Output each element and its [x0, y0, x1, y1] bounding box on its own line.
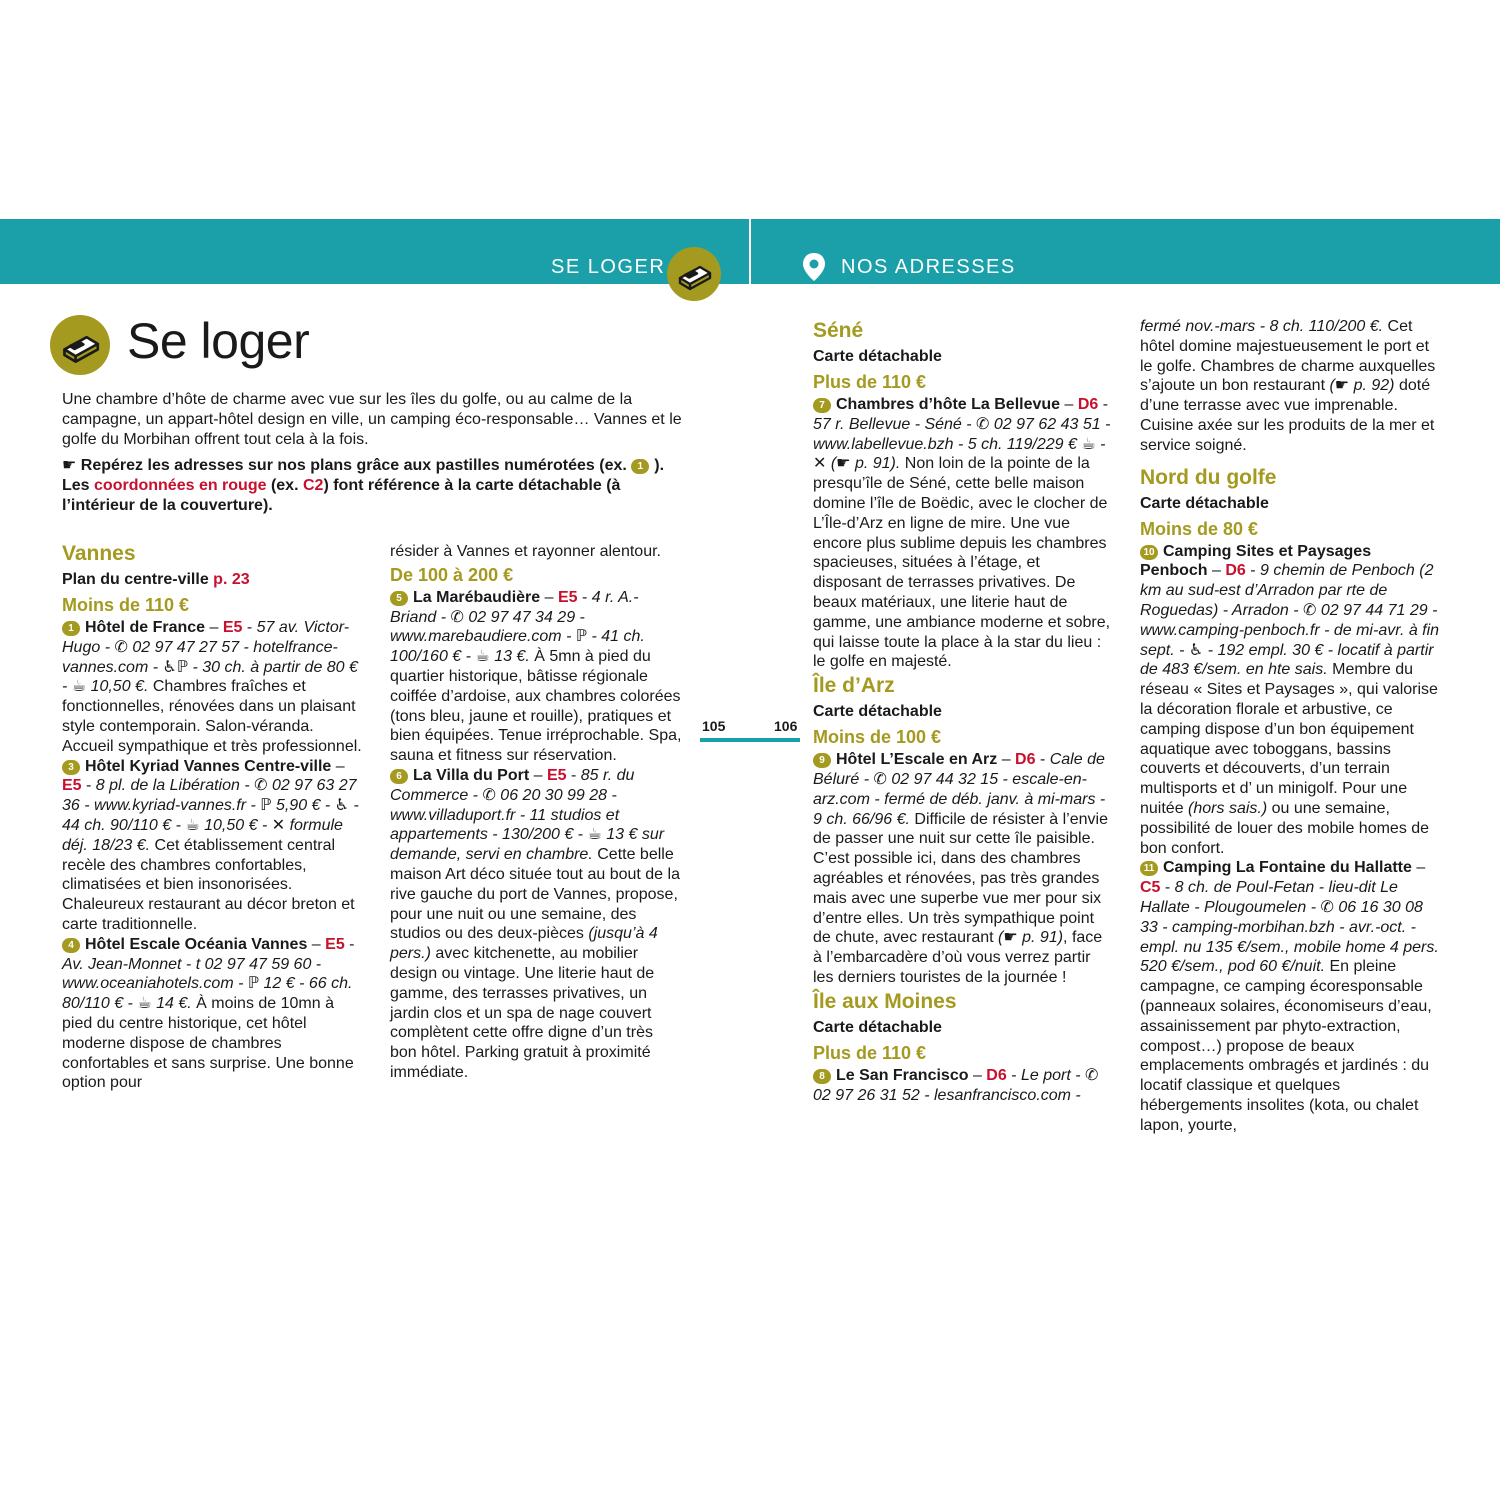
subheading-plan-text: Plan du centre-ville	[62, 571, 209, 588]
number-badge: 5	[390, 591, 408, 606]
price-band: Moins de 110 €	[62, 595, 190, 615]
tip-part-4: (ex.	[270, 477, 299, 494]
continued-text: Cet hôtel domine majestueusement le port et le golfe. Chambres de charme auxquelles s’ajoute un bon restaurant	[1140, 318, 1436, 395]
column-3	[813, 317, 1111, 1105]
subheading-map: Carte détachable	[813, 1018, 942, 1036]
list-item: 8 Le San Francisco – D6 - Le port - ✆ 02 97 26 31 52 - lesanfrancisco.com -	[813, 1066, 1099, 1104]
section-nord-du-golfe: Nord du golfe	[1140, 465, 1277, 489]
title-bed-icon	[50, 315, 110, 375]
hotel-description-italic: (☛ p. 91)	[998, 929, 1064, 947]
continued-info: fermé nov.-mars - 8 ch. 110/200 €.	[1140, 318, 1384, 335]
map-code: E5	[222, 619, 243, 636]
page-number-left: 105	[702, 718, 726, 734]
hotel-description: Difficile de résister à l’envie de passer une nuit sur cette île paisible. C’est possible ici, dans des chambres agréables et rénovées, pas très grandes mais avec une superbe vue mer pour six d’entre elles. Un très sympathique point de chute, avec restaurant	[813, 810, 1108, 947]
map-code: D6	[1077, 396, 1099, 413]
section-ile-aux-moines: Île aux Moines	[813, 989, 957, 1013]
hotel-description: Non loin de la pointe de la presqu’île de Séné, cette belle maison domine l’île de Boëdic, avec le clocher de L’Île-d’Arz en ligne de mire. Une vue encore plus sublime depuis les chambres spacieuses, situées à l’étage, et disposant de terrasses privatives. De beaux matériaux, une literie haut de gamme, une ambiance moderne et sobre, qui laisse toute la place à la star du lieu : le golfe en majesté.	[813, 455, 1111, 671]
hotel-description: En pleine campagne, ce camping écoresponsable (panneaux solaires, économiseurs d’eau, assainissement par phyto-extraction, compost…) propose de beaux emplacements ombragés et jardinés : du locatif classique et quelques hébergements insolites (kota, ou chalet lapon, yourte,	[1140, 958, 1432, 1134]
section-vannes: Vannes	[62, 542, 136, 565]
number-badge: 8	[813, 1069, 831, 1084]
map-code: E5	[325, 935, 345, 953]
map-code: D6	[986, 1066, 1007, 1084]
hotel-description-end: avec kitchenette, au mobilier design ou vintage. Une literie haut de gamme, des terrasses privatives, un jardin clos et un spa de nage couvert complètent cette offre digne d’un très bon hôtel. Parking gratuit à proximité immédiate.	[390, 945, 655, 1081]
price-band: Moins de 80 €	[1140, 518, 1259, 539]
continued-entry	[1140, 317, 1440, 456]
number-badge: 4	[62, 938, 80, 953]
subheading-map: Carte détachable	[813, 348, 942, 365]
map-code: D6	[1225, 562, 1246, 580]
hotel-description-end: ou une semaine, possibilité de louer des mobile homes de bon confort.	[1140, 799, 1430, 857]
subheading-plan	[62, 568, 362, 592]
hotel-description: À 5mn à pied du quartier historique, bâtisse régionale coiffée d’ardoise, aux chambres colorées (tons bleu, jaune et rouille), pratiques et bien équipées. Tenue irréprochable. Spa, sauna et fitness sur réservation.	[390, 648, 682, 765]
map-code: C5	[1140, 879, 1161, 897]
price-band: Plus de 110 €	[813, 372, 927, 392]
list-item: 11 Camping La Fontaine du Hallatte – C5 - 8 ch. de Poul-Fetan - lieu-dit Le Hallate - Plougoumelen - ✆ 06 16 30 08 33 - camping-morbihan.bzh - avr.-oct. - empl. nu 135 €/sem., mobile home 4 pers. 520 €/sem., pod 60 €/nuit. En pleine campagne, ce camping écoresponsable (panneaux solaires, économiseurs d’eau, assainissement par phyto-extraction, compost…) propose de beaux emplacements ombragés et jardinés : du locatif classique et quelques hébergements insolites (kota, ou chalet lapon, yourte,	[1140, 859, 1439, 1134]
map-code: D6	[1015, 751, 1036, 769]
list-item: 1 Hôtel de France – E5 - 57 av. Victor-Hugo - ✆ 02 97 47 27 57 - hotelfrance-vannes.com - ♿ℙ - 30 ch. à partir de 80 € - ☕ 10,50 €. Chambres fraîches et fonctionnelles, rénovées dans un plaisant style contemporain. Salon-véranda. Accueil sympathique et très professionnel.	[62, 619, 362, 755]
hotel-info: 8 pl. de la Libération - ✆ 02 97 63 27 36 - www.kyriad-vannes.fr - ℙ 5,90 € - ♿ - 44 ch. 90/110 € - ☕ 10,50 € - ✕ formule déj. 18/23 €.	[62, 777, 359, 854]
list-item: 3 Hôtel Kyriad Vannes Centre-ville – E5 - 8 pl. de la Libération - ✆ 02 97 63 27 36 - www.kyriad-vannes.fr - ℙ 5,90 € - ♿ - 44 ch. 90/110 € - ☕ 10,50 € - ✕ formule déj. 18/23 €. Cet établissement central recèle des chambres confortables, climatisées et bien insonorisées. Chaleureux restaurant au décor breton et carte traditionnelle.	[62, 757, 359, 933]
tip-part-2: ).	[654, 457, 665, 474]
list-item: 7 Chambres d’hôte La Bellevue – D6 - 57 r. Bellevue - Séné - ✆ 02 97 62 43 51 - www.labellevue.bzh - 5 ch. 119/229 € ☕ - ✕ (☛ p. 91). Non loin de la pointe de la presqu’île de Séné, cette belle maison domine l’île de Boëdic, avec le clocher de L’Île-d’Arz en ligne de mire. Une vue encore plus sublime depuis les chambres spacieuses, situées à l’étage, et disposant de terrasses privatives. De beaux matériaux, une literie haut de gamme, une ambiance moderne et sobre, qui laisse toute la place à la star du lieu : le golfe en majesté.	[813, 396, 1111, 671]
subheading-map: Carte détachable	[1140, 494, 1269, 512]
page-divider	[700, 738, 800, 742]
number-badge: 9	[813, 753, 831, 768]
page-number-right: 106	[774, 718, 798, 734]
hotel-description: À moins de 10mn à pied du centre historique, cet hôtel moderne dispose de chambres confortables et sans surprise. Une bonne option pour	[62, 995, 354, 1092]
hotel-description: Chambres fraîches et fonctionnelles, rénovées dans un plaisant style contemporain. Salon-véranda. Accueil sympathique et très professionnel.	[62, 678, 362, 755]
intro	[62, 390, 687, 516]
continued-text: résider à Vannes et rayonner alentour.	[390, 543, 661, 560]
hotel-name: Camping Sites et Paysages Penboch	[1140, 542, 1372, 580]
hotel-name: La Villa du Port	[413, 766, 530, 784]
column-1	[62, 540, 362, 1093]
section-ile-d-arz: Île d’Arz	[813, 674, 895, 698]
hotel-description-italic: (jusqu’à 4 pers.)	[390, 925, 658, 963]
tip-part-5: ) font référence à la carte détachable (à l’intérieur de la couverture).	[62, 477, 621, 514]
hotel-name: Hôtel L’Escale en Arz	[836, 751, 998, 769]
hotel-info: 57 av. Victor-Hugo - ✆ 02 97 47 27 57 - hotelfrance-vannes.com - ♿ℙ - 30 ch. à partir de 80 € - ☕ 10,50 €.	[62, 619, 358, 696]
pointer-icon: ☛	[62, 457, 81, 474]
page-title: Se loger	[127, 313, 310, 369]
number-badge: 11	[1140, 861, 1158, 876]
map-code: E5	[546, 766, 567, 784]
price-band: Plus de 110 €	[813, 1042, 927, 1063]
map-code: E5	[62, 777, 82, 795]
hotel-info: Av. Jean-Monnet - t 02 97 47 59 60 - www.oceaniahotels.com - ℙ 12 € - 66 ch. 80/110 € - ☕ 14 €.	[62, 955, 353, 1013]
list-item: 4 Hôtel Escale Océania Vannes – E5 - Av. Jean-Monnet - t 02 97 47 59 60 - www.oceaniahotels.com - ℙ 12 € - 66 ch. 80/110 € - ☕ 14 €. À moins de 10mn à pied du centre historique, cet hôtel moderne dispose de chambres confortables et sans surprise. Une bonne option pour	[62, 935, 355, 1092]
hotel-info: 4 r. A.-Briand - ✆ 02 97 47 34 29 - www.marebaudiere.com - ℙ - 41 ch. 100/160 € - ☕ 13 €.	[390, 588, 645, 666]
hotel-info: 9 chemin de Penboch (2 km au sud-est d’Arradon par rte de Roguedas) - Arradon - ✆ 02 97 44 71 29 - www.camping-penboch.fr - de mi-avr. à fin sept. - ♿ - 192 empl. 30 € - locatif à partir de 483 €/sem. en hte sais.	[1140, 562, 1440, 679]
hotel-name: Camping La Fontaine du Hallatte	[1163, 859, 1412, 877]
price-band: De 100 à 200 €	[390, 564, 514, 585]
price-band: Moins de 100 €	[813, 727, 942, 748]
intro-tip	[62, 456, 687, 516]
subheading-map: Carte détachable	[813, 703, 942, 721]
number-badge: 3	[62, 760, 80, 775]
number-badge: 10	[1140, 545, 1158, 560]
tip-code: C2	[302, 477, 324, 494]
bed-icon	[667, 247, 721, 301]
column-2	[390, 542, 682, 1083]
tip-part-1: Repérez les adresses sur nos plans grâce aux pastilles numérotées (ex.	[80, 457, 627, 474]
list-item: 9 Hôtel L’Escale en Arz – D6 - Cale de Béluré - ✆ 02 97 44 32 15 - escale-en-arz.com - fermé de déb. janv. à mi-mars - 9 ch. 66/96 €. Difficile de résister à l’envie de passer une nuit sur cette île paisible. C’est possible ici, dans des chambres agréables et rénovées, pas très grandes mais avec une superbe vue mer pour six d’entre elles. Un très sympathique point de chute, avec restaurant (☛ p. 91), face à l’embarcadère d’où vous verrez partir les derniers touristes de la journée !	[813, 751, 1108, 986]
hotel-description-end: , face à l’embarcadère d’où vous verrez partir les derniers touristes de la journée !	[813, 929, 1103, 986]
hotel-info: 85 r. du Commerce - ✆ 06 20 30 99 28 - www.villaduport.fr - 11 studios et appartements - 130/200 € - ☕ 13 € sur demande, servi en chambre.	[390, 766, 665, 864]
map-pin-icon	[801, 252, 827, 282]
continued-ref: (☛ p. 92)	[1329, 377, 1395, 395]
number-badge: 1	[62, 621, 80, 636]
hotel-name: Le San Francisco	[836, 1066, 969, 1084]
hotel-name: Hôtel de France	[85, 619, 206, 636]
tip-red-text: coordonnées en rouge	[94, 477, 267, 494]
hotel-info: 8 ch. de Poul-Fetan - lieu-dit Le Hallate - Plougoumelen - ✆ 06 16 30 08 33 - camping-morbihan.bzh - avr.-oct. - empl. nu 135 €/sem., mobile home 4 pers. 520 €/sem., pod 60 €/nuit.	[1140, 879, 1439, 976]
list-item: 10 Camping Sites et Paysages Penboch – D6 - 9 chemin de Penboch (2 km au sud-est d’Arradon par rte de Roguedas) - Arradon - ✆ 02 97 44 71 29 - www.camping-penboch.fr - de mi-avr. à fin sept. - ♿ - 192 empl. 30 € - locatif à partir de 483 €/sem. en hte sais. Membre du réseau « Sites et Paysages », qui valorise la décoration florale et arbustive, ce camping dispose d’un bon équipement aquatique avec toboggans, bassins couverts et découverts, d’un terrain multisports et d’ un minigolf. Pour une nuitée (hors sais.) ou une semaine, possibilité de louer des mobile homes de bon confort.	[1140, 542, 1440, 857]
map-code: E5	[557, 588, 578, 606]
list-item: 5 La Marébaudière – E5 - 4 r. A.-Briand - ✆ 02 97 47 34 29 - www.marebaudiere.com - ℙ - 41 ch. 100/160 € - ☕ 13 €. À 5mn à pied du quartier historique, bâtisse régionale coiffée d’ardoise, aux chambres colorées (tons bleu, jaune et rouille), pratiques et bien équipées. Tenue irréprochable. Spa, sauna et fitness sur réservation.	[390, 588, 682, 765]
list-item: 6 La Villa du Port – E5 - 85 r. du Commerce - ✆ 06 20 30 99 28 - www.villaduport.fr - 11 studios et appartements - 130/200 € - ☕ 13 € sur demande, servi en chambre. Cette belle maison Art déco située tout au bout de la rive gauche du port de Vannes, propose, pour une nuit ou une semaine, des studios ou des deux-pièces (jusqu’à 4 pers.) avec kitchenette, au mobilier design ou vintage. Une literie haut de gamme, des terrasses privatives, un jardin clos et un spa de nage couvert complètent cette offre digne d’un très bon hôtel. Parking gratuit à proximité immédiate.	[390, 766, 680, 1081]
hotel-name: Hôtel Escale Océania Vannes	[85, 935, 308, 953]
header-left-label: SE LOGER	[551, 256, 666, 278]
tip-part-3: Les	[62, 477, 90, 494]
hotel-description: Cette belle maison Art déco située tout au bout de la rive gauche du port de Vannes, propose, pour une nuit ou une semaine, des studios ou des deux-pièces	[390, 846, 680, 943]
continued-text-end: doté d’une terrasse avec vue imprenable. Cuisine axée sur les produits de la mer et service soigné.	[1140, 377, 1435, 454]
hotel-info: Cale de Béluré - ✆ 02 97 44 32 15 - escale-en-arz.com - fermé de déb. janv. à mi-mars - 9 ch. 66/96 €.	[813, 751, 1106, 828]
hotel-description: Cet établissement central recèle des chambres confortables, climatisées et bien insonorisées. Chaleureux restaurant au décor breton et carte traditionnelle.	[62, 836, 355, 933]
hotel-description-italic: (hors sais.)	[1188, 799, 1268, 817]
tip-number-badge: 1	[631, 459, 649, 474]
section-sene: Séné	[813, 319, 864, 342]
hotel-name: Hôtel Kyriad Vannes Centre-ville	[85, 757, 332, 775]
column-4	[1140, 317, 1440, 1135]
hotel-info: Le port - ✆ 02 97 26 31 52 - lesanfrancisco.com -	[813, 1066, 1099, 1104]
hotel-description: Membre du réseau « Sites et Paysages », qui valorise la décoration florale et arbustive, ce camping dispose d’un bon équipement aquatique avec toboggans, bassins couverts et découverts, d’un terrain multisports et d’ un minigolf. Pour une nuitée	[1140, 661, 1438, 817]
hotel-info: 57 r. Bellevue - Séné - ✆ 02 97 62 43 51 - www.labellevue.bzh - 5 ch. 119/229 € ☕ - ✕ (☛ p. 91).	[813, 415, 1111, 473]
intro-text: Une chambre d’hôte de charme avec vue sur les îles du golfe, ou au calme de la campagne, un appart-hôtel design en ville, un camping éco-responsable… Vannes et le golfe du Morbihan offrent tout cela à la fois.	[62, 391, 682, 448]
plan-page-ref: p. 23	[213, 571, 250, 588]
hotel-name: La Marébaudière	[413, 588, 541, 606]
hotel-name: Chambres d’hôte La Bellevue	[836, 396, 1061, 413]
number-badge: 6	[390, 769, 408, 784]
number-badge: 7	[813, 398, 831, 413]
header-right-label: NOS ADRESSES	[841, 256, 1016, 278]
